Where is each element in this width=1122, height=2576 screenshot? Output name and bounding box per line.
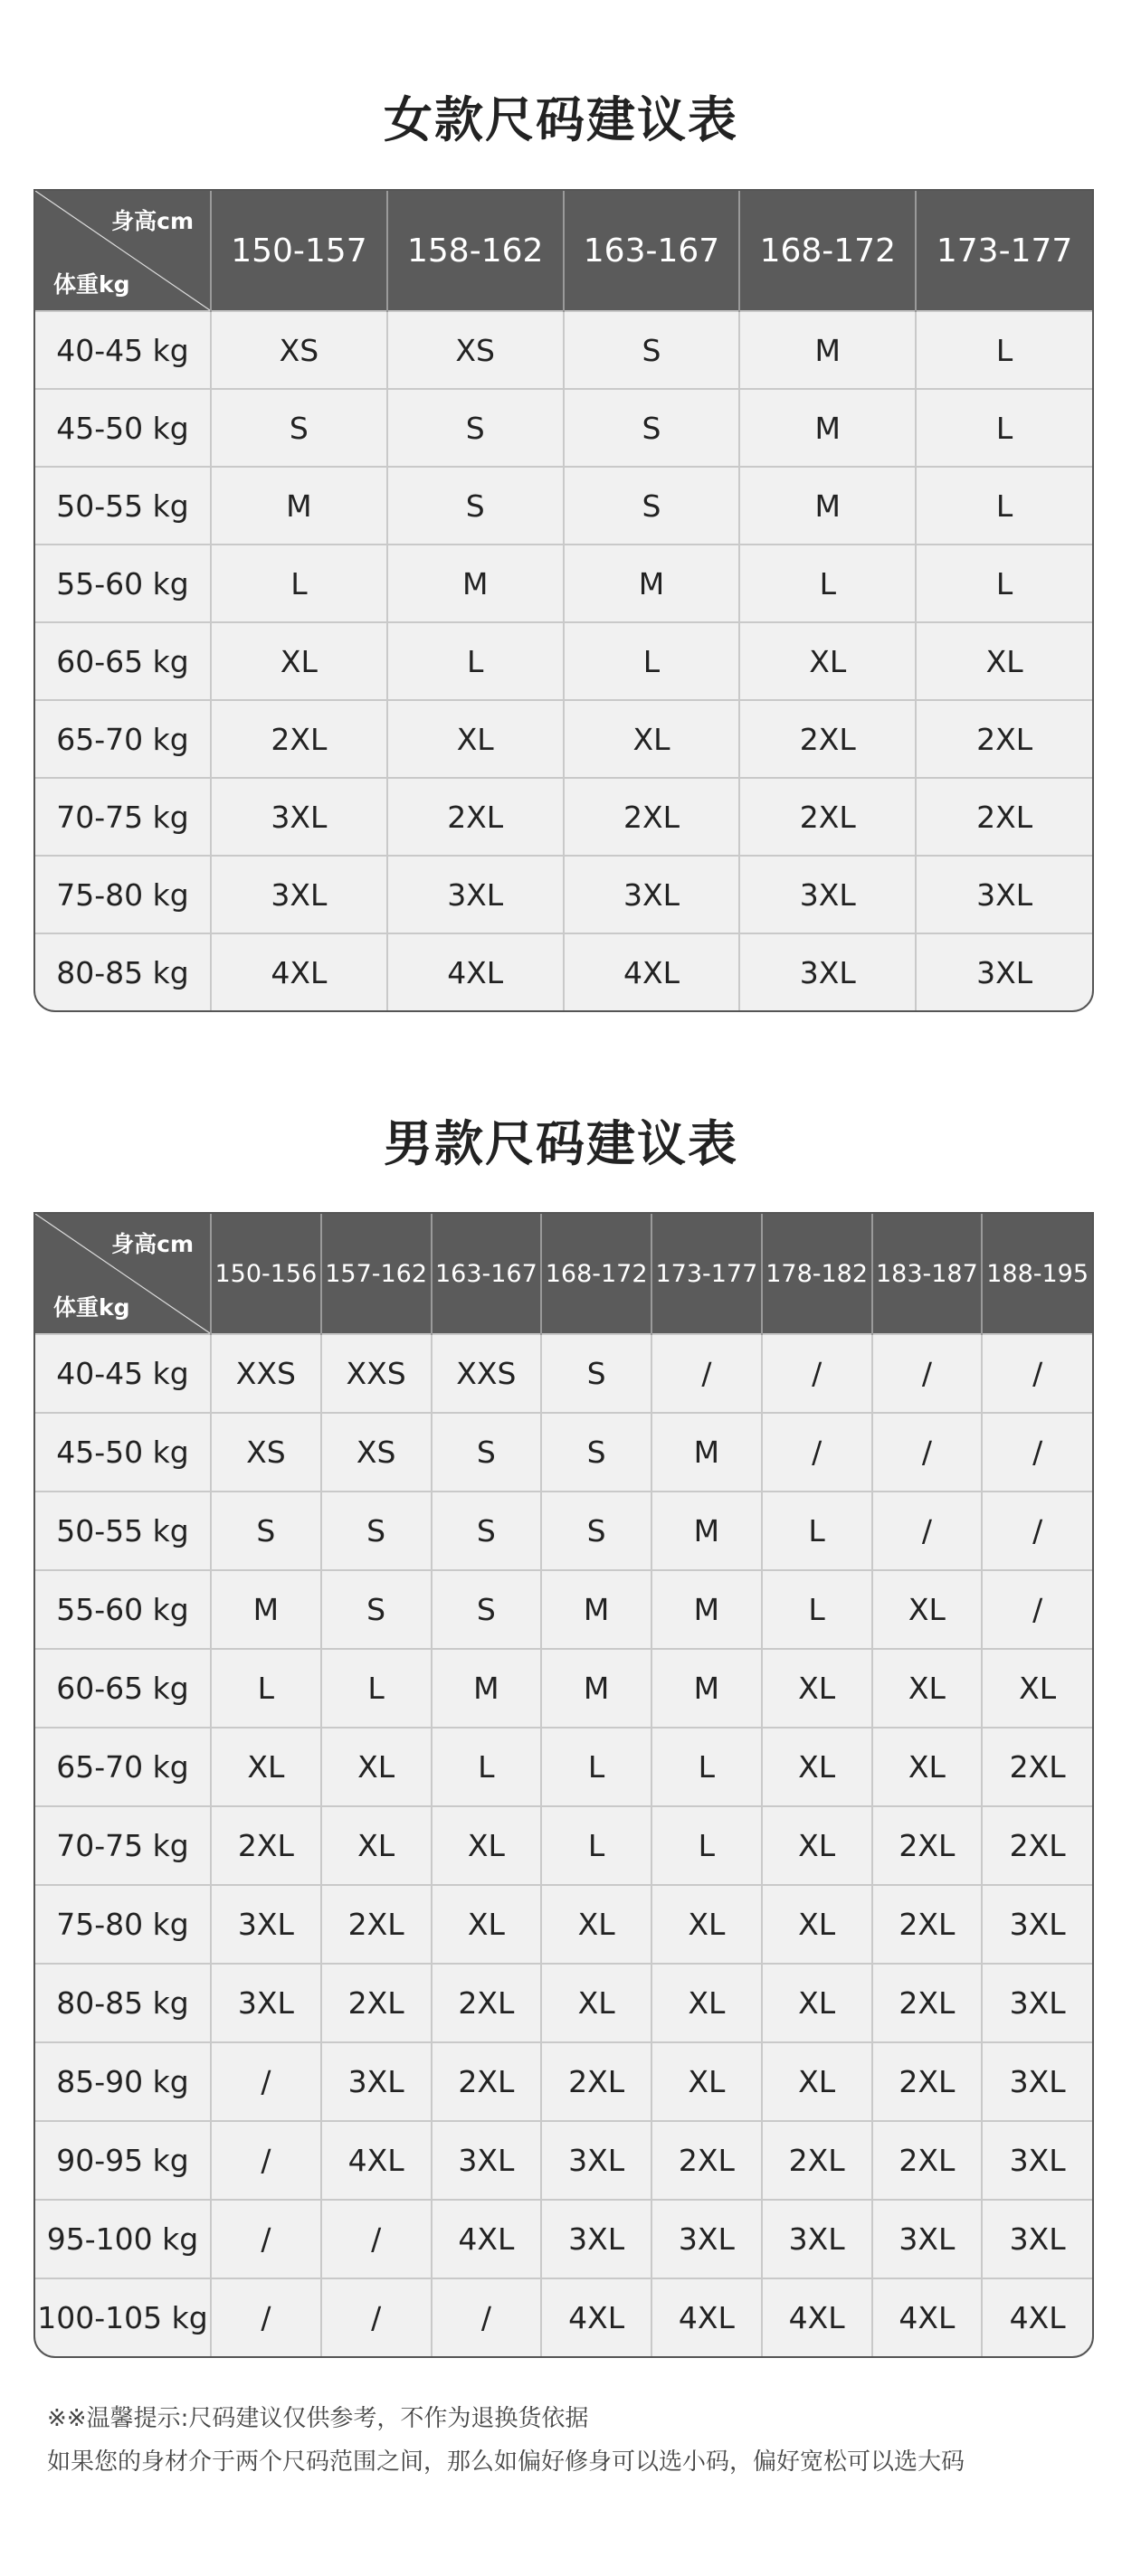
size-cell: L <box>916 545 1092 622</box>
size-cell: L <box>916 467 1092 545</box>
size-cell: 4XL <box>541 2278 651 2356</box>
size-cell: 2XL <box>739 778 916 856</box>
size-cell: M <box>432 1649 542 1728</box>
size-cell: L <box>387 622 564 700</box>
size-cell: 2XL <box>916 778 1092 856</box>
size-cell: / <box>872 1334 983 1413</box>
size-cell: M <box>387 545 564 622</box>
size-cell: / <box>982 1492 1092 1570</box>
size-cell: XS <box>387 311 564 389</box>
table-row <box>35 856 1092 933</box>
size-cell: 2XL <box>211 700 387 778</box>
size-cell: S <box>211 389 387 467</box>
size-cell: / <box>211 2200 321 2278</box>
weight-range-cell: 60-65 kg <box>35 622 211 700</box>
size-cell: 3XL <box>982 1964 1092 2042</box>
weight-range-cell: 75-80 kg <box>35 856 211 933</box>
size-cell: L <box>541 1806 651 1885</box>
size-cell: XL <box>651 1964 762 2042</box>
size-cell: XL <box>762 1649 872 1728</box>
size-cell: 2XL <box>872 2121 983 2200</box>
weight-range-cell: 65-70 kg <box>35 700 211 778</box>
size-cell: 3XL <box>739 933 916 1010</box>
table-row <box>35 1492 1092 1570</box>
size-cell: 3XL <box>541 2121 651 2200</box>
weight-range-cell: 45-50 kg <box>35 389 211 467</box>
size-cell: XL <box>651 1885 762 1964</box>
size-cell: XL <box>541 1964 651 2042</box>
size-cell: 3XL <box>211 778 387 856</box>
size-cell: L <box>651 1806 762 1885</box>
table-row <box>35 1885 1092 1964</box>
weight-range-cell: 50-55 kg <box>35 467 211 545</box>
tip-note: ※※温馨提示:尺码建议仅供参考，不作为退换货依据 <box>47 2405 589 2432</box>
size-cell: 4XL <box>872 2278 983 2356</box>
size-cell: M <box>211 1570 321 1649</box>
size-cell: 2XL <box>762 2121 872 2200</box>
size-cell: S <box>432 1492 542 1570</box>
size-cell: S <box>564 389 740 467</box>
table-row <box>35 1334 1092 1413</box>
table-row <box>35 1806 1092 1885</box>
table-row <box>35 1413 1092 1492</box>
table-row <box>35 700 1092 778</box>
size-cell: XL <box>432 1885 542 1964</box>
size-cell: / <box>872 1413 983 1492</box>
size-cell: XS <box>211 1413 321 1492</box>
size-cell: M <box>541 1649 651 1728</box>
size-cell: / <box>762 1413 872 1492</box>
size-cell: 3XL <box>651 2200 762 2278</box>
size-cell: M <box>651 1492 762 1570</box>
size-cell: / <box>432 2278 542 2356</box>
size-cell: 2XL <box>541 2042 651 2121</box>
size-cell: XL <box>872 1570 983 1649</box>
size-cell: 2XL <box>321 1885 432 1964</box>
height-column-header: 188-195 <box>982 1214 1092 1334</box>
size-cell: XL <box>432 1806 542 1885</box>
size-cell: 4XL <box>564 933 740 1010</box>
size-cell: XL <box>564 700 740 778</box>
size-cell: L <box>762 1570 872 1649</box>
height-column-header: 168-172 <box>541 1214 651 1334</box>
table-row <box>35 2278 1092 2356</box>
size-cell: L <box>916 389 1092 467</box>
height-column-header: 150-157 <box>211 191 387 311</box>
men-size-grid <box>35 1214 1092 2356</box>
table-row <box>35 622 1092 700</box>
size-cell: / <box>651 1334 762 1413</box>
size-cell: 3XL <box>321 2042 432 2121</box>
size-cell: XL <box>762 2042 872 2121</box>
size-cell: S <box>211 1492 321 1570</box>
size-cell: 3XL <box>762 2200 872 2278</box>
size-cell: M <box>541 1570 651 1649</box>
size-cell: S <box>432 1570 542 1649</box>
size-cell: L <box>321 1649 432 1728</box>
weight-range-cell: 55-60 kg <box>35 545 211 622</box>
size-cell: XL <box>762 1728 872 1806</box>
weight-axis-label: 体重kg <box>53 271 130 298</box>
size-cell: 3XL <box>982 2042 1092 2121</box>
size-cell: 3XL <box>564 856 740 933</box>
size-cell: 4XL <box>321 2121 432 2200</box>
size-cell: / <box>982 1570 1092 1649</box>
size-cell: 2XL <box>916 700 1092 778</box>
size-cell: S <box>541 1413 651 1492</box>
size-cell: 2XL <box>982 1806 1092 1885</box>
weight-range-cell: 85-90 kg <box>35 2042 211 2121</box>
height-axis-label: 身高cm <box>111 208 194 234</box>
table-row <box>35 2121 1092 2200</box>
size-cell: M <box>739 311 916 389</box>
size-cell: L <box>916 311 1092 389</box>
table-row <box>35 311 1092 389</box>
weight-range-cell: 70-75 kg <box>35 778 211 856</box>
size-cell: / <box>872 1492 983 1570</box>
size-cell: 4XL <box>387 933 564 1010</box>
size-cell: 3XL <box>916 856 1092 933</box>
table-row <box>35 545 1092 622</box>
size-cell: XL <box>872 1649 983 1728</box>
women-size-grid <box>35 191 1092 1010</box>
size-cell: XL <box>872 1728 983 1806</box>
size-cell: 2XL <box>387 778 564 856</box>
size-cell: L <box>432 1728 542 1806</box>
weight-range-cell: 50-55 kg <box>35 1492 211 1570</box>
table-row <box>35 2200 1092 2278</box>
size-cell: S <box>321 1570 432 1649</box>
size-cell: 3XL <box>916 933 1092 1010</box>
size-cell: L <box>762 1492 872 1570</box>
size-cell: 4XL <box>982 2278 1092 2356</box>
size-cell: 2XL <box>872 1885 983 1964</box>
size-cell: S <box>321 1492 432 1570</box>
height-column-header: 163-167 <box>564 191 740 311</box>
size-cell: XL <box>739 622 916 700</box>
size-cell: / <box>982 1334 1092 1413</box>
size-cell: S <box>541 1492 651 1570</box>
corner-header <box>35 1214 211 1334</box>
size-cell: M <box>651 1570 762 1649</box>
height-column-header: 163-167 <box>432 1214 542 1334</box>
size-cell: 2XL <box>982 1728 1092 1806</box>
size-cell: 2XL <box>321 1964 432 2042</box>
weight-range-cell: 100-105 kg <box>35 2278 211 2356</box>
height-column-header: 173-177 <box>651 1214 762 1334</box>
size-cell: S <box>387 467 564 545</box>
size-cell: / <box>211 2278 321 2356</box>
size-cell: XL <box>982 1649 1092 1728</box>
weight-range-cell: 80-85 kg <box>35 1964 211 2042</box>
size-cell: XL <box>762 1964 872 2042</box>
size-cell: 2XL <box>872 1806 983 1885</box>
table-row <box>35 1649 1092 1728</box>
table-row <box>35 2042 1092 2121</box>
weight-range-cell: 75-80 kg <box>35 1885 211 1964</box>
size-cell: 3XL <box>739 856 916 933</box>
table-row <box>35 389 1092 467</box>
size-cell: / <box>762 1334 872 1413</box>
size-cell: 3XL <box>432 2121 542 2200</box>
size-cell: 3XL <box>211 1964 321 2042</box>
size-cell: M <box>564 545 740 622</box>
size-cell: 2XL <box>211 1806 321 1885</box>
size-cell: S <box>564 467 740 545</box>
size-cell: L <box>211 1649 321 1728</box>
size-cell: 4XL <box>762 2278 872 2356</box>
weight-range-cell: 45-50 kg <box>35 1413 211 1492</box>
size-cell: 3XL <box>541 2200 651 2278</box>
size-cell: 3XL <box>211 856 387 933</box>
size-cell: 3XL <box>387 856 564 933</box>
size-cell: XXS <box>432 1334 542 1413</box>
size-cell: 4XL <box>651 2278 762 2356</box>
men-size-chart-title: 男款尺码建议表 <box>384 1115 738 1172</box>
weight-range-cell: 90-95 kg <box>35 2121 211 2200</box>
size-cell: / <box>321 2200 432 2278</box>
size-cell: S <box>564 311 740 389</box>
height-column-header: 173-177 <box>916 191 1092 311</box>
size-cell: 3XL <box>211 1885 321 1964</box>
size-cell: M <box>739 467 916 545</box>
size-cell: L <box>564 622 740 700</box>
weight-range-cell: 60-65 kg <box>35 1649 211 1728</box>
size-cell: L <box>739 545 916 622</box>
table-row <box>35 1570 1092 1649</box>
height-column-header: 178-182 <box>762 1214 872 1334</box>
height-axis-label: 身高cm <box>111 1231 194 1257</box>
size-cell: / <box>211 2121 321 2200</box>
height-column-header: 168-172 <box>739 191 916 311</box>
size-cell: / <box>321 2278 432 2356</box>
size-cell: XL <box>321 1728 432 1806</box>
size-cell: 2XL <box>564 778 740 856</box>
height-column-header: 157-162 <box>321 1214 432 1334</box>
table-row <box>35 778 1092 856</box>
header-row <box>35 1214 1092 1334</box>
size-cell: S <box>387 389 564 467</box>
size-cell: 2XL <box>432 2042 542 2121</box>
size-cell: XL <box>916 622 1092 700</box>
weight-axis-label: 体重kg <box>53 1294 130 1321</box>
size-cell: L <box>651 1728 762 1806</box>
weight-range-cell: 40-45 kg <box>35 311 211 389</box>
size-cell: XXS <box>211 1334 321 1413</box>
size-cell: 3XL <box>872 2200 983 2278</box>
women-size-chart-title: 女款尺码建议表 <box>384 91 738 148</box>
size-cell: / <box>982 1413 1092 1492</box>
size-cell: 3XL <box>982 2200 1092 2278</box>
size-cell: M <box>651 1413 762 1492</box>
weight-range-cell: 95-100 kg <box>35 2200 211 2278</box>
men-size-table <box>33 1212 1094 2358</box>
size-cell: XL <box>211 622 387 700</box>
height-column-header: 150-156 <box>211 1214 321 1334</box>
height-column-header: 158-162 <box>387 191 564 311</box>
table-row <box>35 1964 1092 2042</box>
size-cell: 2XL <box>872 1964 983 2042</box>
size-cell: XS <box>211 311 387 389</box>
weight-range-cell: 70-75 kg <box>35 1806 211 1885</box>
size-cell: M <box>651 1649 762 1728</box>
size-cell: M <box>211 467 387 545</box>
women-size-table <box>33 189 1094 1012</box>
size-cell: 2XL <box>432 1964 542 2042</box>
size-cell: XL <box>541 1885 651 1964</box>
fit-advice-note: 如果您的身材介于两个尺码范围之间，那么如偏好修身可以选小码，偏好宽松可以选大码 <box>47 2448 965 2476</box>
weight-range-cell: 40-45 kg <box>35 1334 211 1413</box>
weight-range-cell: 80-85 kg <box>35 933 211 1010</box>
table-row <box>35 1728 1092 1806</box>
size-cell: 2XL <box>872 2042 983 2121</box>
size-cell: 4XL <box>211 933 387 1010</box>
size-cell: 4XL <box>432 2200 542 2278</box>
table-row <box>35 933 1092 1010</box>
weight-range-cell: 65-70 kg <box>35 1728 211 1806</box>
size-cell: XS <box>321 1413 432 1492</box>
size-cell: XL <box>651 2042 762 2121</box>
size-cell: L <box>211 545 387 622</box>
size-cell: / <box>211 2042 321 2121</box>
size-cell: XL <box>387 700 564 778</box>
size-cell: XL <box>321 1806 432 1885</box>
size-cell: S <box>541 1334 651 1413</box>
size-cell: 3XL <box>982 2121 1092 2200</box>
size-cell: XXS <box>321 1334 432 1413</box>
size-cell: M <box>739 389 916 467</box>
header-row <box>35 191 1092 311</box>
size-cell: L <box>541 1728 651 1806</box>
size-cell: 2XL <box>739 700 916 778</box>
size-cell: XL <box>211 1728 321 1806</box>
size-cell: 2XL <box>651 2121 762 2200</box>
size-cell: XL <box>762 1885 872 1964</box>
weight-range-cell: 55-60 kg <box>35 1570 211 1649</box>
size-cell: XL <box>762 1806 872 1885</box>
corner-header <box>35 191 211 311</box>
size-cell: S <box>432 1413 542 1492</box>
size-cell: 3XL <box>982 1885 1092 1964</box>
table-row <box>35 467 1092 545</box>
height-column-header: 183-187 <box>872 1214 983 1334</box>
